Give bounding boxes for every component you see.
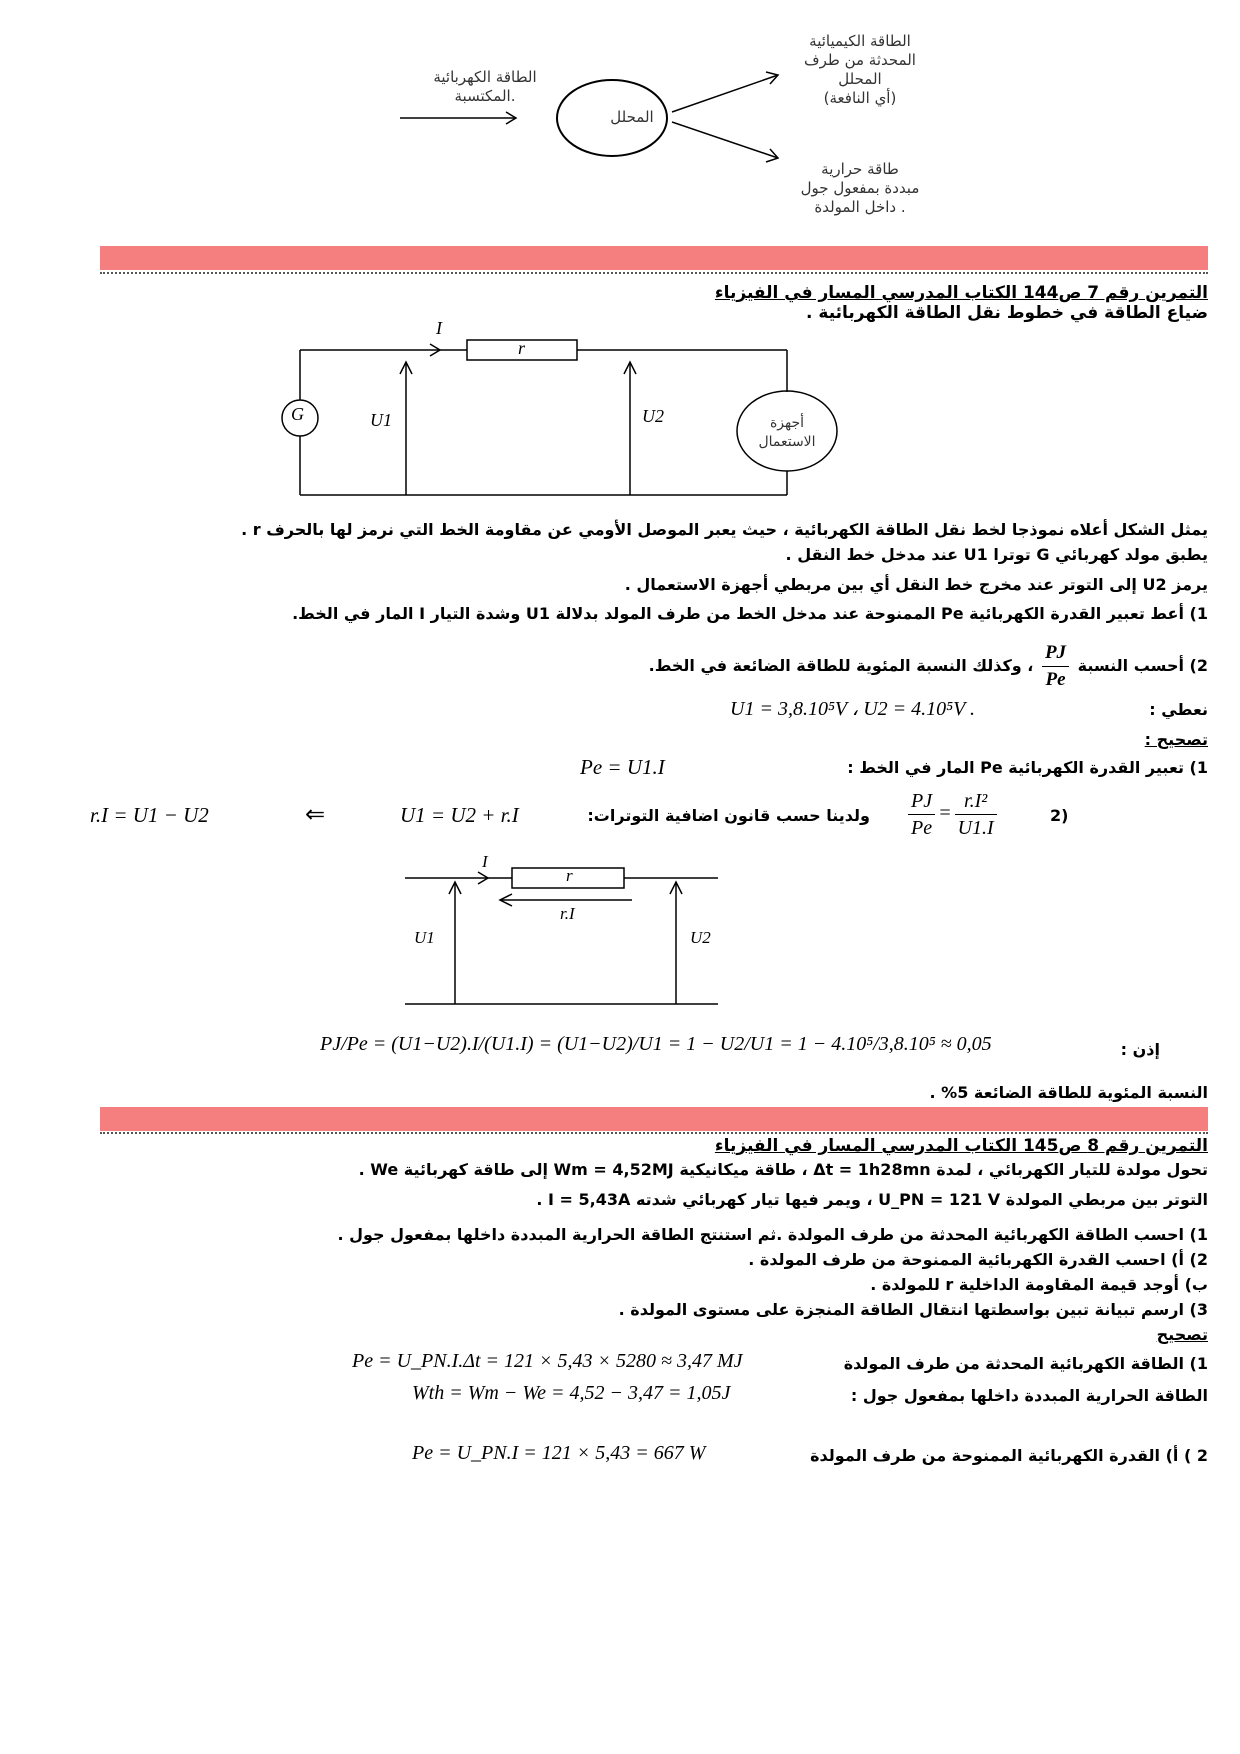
ratio-fraction [1042,640,1069,693]
u1i-denominator: U1.I [957,817,994,839]
output-arrow-bottom [672,122,778,158]
exercise8-answer-2-formula: Wth = Wm − We = 4,52 − 3,47 = 1,05J [412,1382,731,1404]
correction-label-7: تصحيح : [1144,730,1208,749]
exercise7-subtitle: ضياع الطاقة في خطوط نقل الطاقة الكهربائية . [806,303,1208,323]
dotted-divider [100,262,1208,274]
implies-arrow: ⇐ [305,802,326,828]
exercise8-answer-1-text: 1) الطاقة الكهربائية المحدثة من طرف المولدة [843,1354,1208,1373]
circuit-resistor-label: r [518,338,526,358]
exercise8-answer-2-text: الطاقة الحرارية المبددة داخلها بمفعول جول : [850,1386,1208,1405]
exercise8-title: التمرين رقم 8 ص145 الكتاب المدرسي المسار في الفيزياء [714,1136,1208,1156]
ratio-denominator: Pe [1045,669,1066,690]
thermal-energy-label: طاقة حرارية مبددة بمفعول جول داخل المولدة . [800,160,920,216]
exercise8-line-1: تحول مولدة للتيار الكهربائي ، لمدة Δt = 1h28mn ، طاقة ميكانيكية Wm = 4,52MJ إلى طاقة كهربائية We . [358,1160,1208,1179]
circuit-generator-label: G [291,404,304,424]
given-label: نعطي : [1149,700,1208,719]
circuit-current-label: I [436,318,442,338]
output-arrow-top [672,75,778,112]
circuit2-drop-label: r.I [560,904,575,923]
exercise8-answer-1-formula: Pe = U_PN.I.Δt = 121 × 5,43 × 5280 ≈ 3,47 MJ [352,1350,743,1372]
result-label: إذن : [1120,1040,1160,1059]
exercise8-answer-3-text: 2 ) أ) القدرة الكهربائية الممنوحة من طرف المولدة [810,1446,1208,1465]
exercise8-q1: 1) احسب الطاقة الكهربائية المحدثة من طرف المولدة .ثم استنتج الطاقة الحرارية المبددة داخلها بمفعول جول . [337,1225,1208,1244]
question-2-suffix: ، وكذلك النسبة المئوية للطاقة الضائعة في الخط. [648,656,1034,675]
chemical-energy-label: الطاقة الكيميائية المحدثة من طرف المحلل (أي النافعة) [804,32,916,107]
exercise8-q2a: 2) أ) احسب القدرة الكهربائية الممنوحة من طرف المولدة . [748,1250,1208,1269]
correction-label-8: تصحيح [1156,1325,1208,1344]
circuit-u1-label: U1 [370,410,392,430]
answer-1-text: 1) تعبير القدرة الكهربائية Pe المار في الخط : [847,758,1208,777]
pj-pe-fraction [908,788,935,841]
answer-1-formula: Pe = U1.I [580,755,665,779]
answer-2-number: 2) [1050,806,1069,825]
circuit2-current-label: I [482,852,488,871]
exercise8-q2b: ب) أوجد قيمة المقاومة الداخلية r للمولدة . [870,1275,1208,1294]
circuit2-u2-label: U2 [690,928,711,947]
ri2-numerator: r.I² [955,788,997,815]
statement-line-1: يمثل الشكل أعلاه نموذجا لخط نقل الطاقة الكهربائية ، حيث يعبر الموصل الأومي عن مقاومة الخط التي نرمز لها بالحرف r . [241,520,1208,539]
line-segment-diagram [400,860,730,1010]
question-1: 1) أعط تعبير القدرة الكهربائية Pe الممنوحة عند مدخل الخط من طرف المولد بدلالة U1 وشدة التيار I المار في الخط. [292,604,1208,623]
statement-line-2: يطبق مولد كهربائي G توترا U1 عند مدخل خط النقل . [785,545,1208,564]
answer-2-eq2: r.I = U1 − U2 [90,803,209,827]
pe-denominator: Pe [911,817,933,839]
ratio-numerator: PJ [1042,640,1069,667]
question-2 [649,640,1208,693]
exercise8-line-2: التوتر بين مربطي المولدة U_PN = 121 V ، ويمر فيها تيار كهربائي شدته I = 5,43A . [536,1190,1208,1209]
ri2-fraction [955,788,997,841]
result-formula: PJ/Pe = (U1−U2).I/(U1.I) = (U1−U2)/U1 = 1 − U2/U1 = 1 − 4.10⁵/3,8.10⁵ ≈ 0,05 [320,1033,992,1055]
answer-2-ratio: $\frac{PJ}{Pe}$ = $\frac{\text{r.I²}}{U1.I}$ [905,788,1000,841]
electrolyser-label: المحلل [610,108,654,126]
dotted-divider-2 [100,1122,1208,1134]
exercise8-q3: 3) ارسم تبيانة تبين بواسطتها انتقال الطاقة المنجزة على مستوى المولدة . [618,1300,1208,1319]
statement-line-3: يرمز U2 إلى التوتر عند مخرج خط النقل أي بين مربطي أجهزة الاستعمال . [624,575,1208,594]
circuit2-resistor-label: r [566,866,573,885]
answer-2-text: ولدينا حسب قانون اضافية التوترات: [587,806,870,825]
percent-text: النسبة المئوية للطاقة الضائعة 5% . [929,1083,1208,1102]
input-energy-label: الطاقة الكهربائية المكتسبة. [433,68,537,105]
exercise7-title: التمرين رقم 7 ص144 الكتاب المدرسي المسار في الفيزياء [714,283,1208,303]
exercise8-answer-3-formula: Pe = U_PN.I = 121 × 5,43 = 667 W [412,1442,706,1464]
question-2-prefix: 2) أحسب النسبة [1077,656,1208,675]
circuit-u2-label: U2 [642,406,664,426]
given-values: U1 = 3,8.10⁵V ، U2 = 4.10⁵V . [730,698,975,720]
answer-2-eq1: U1 = U2 + r.I [400,803,519,827]
pj-numerator: PJ [908,788,935,815]
circuit-load-label: أجهزة الاستعمال [758,415,816,450]
circuit2-u1-label: U1 [414,928,435,947]
